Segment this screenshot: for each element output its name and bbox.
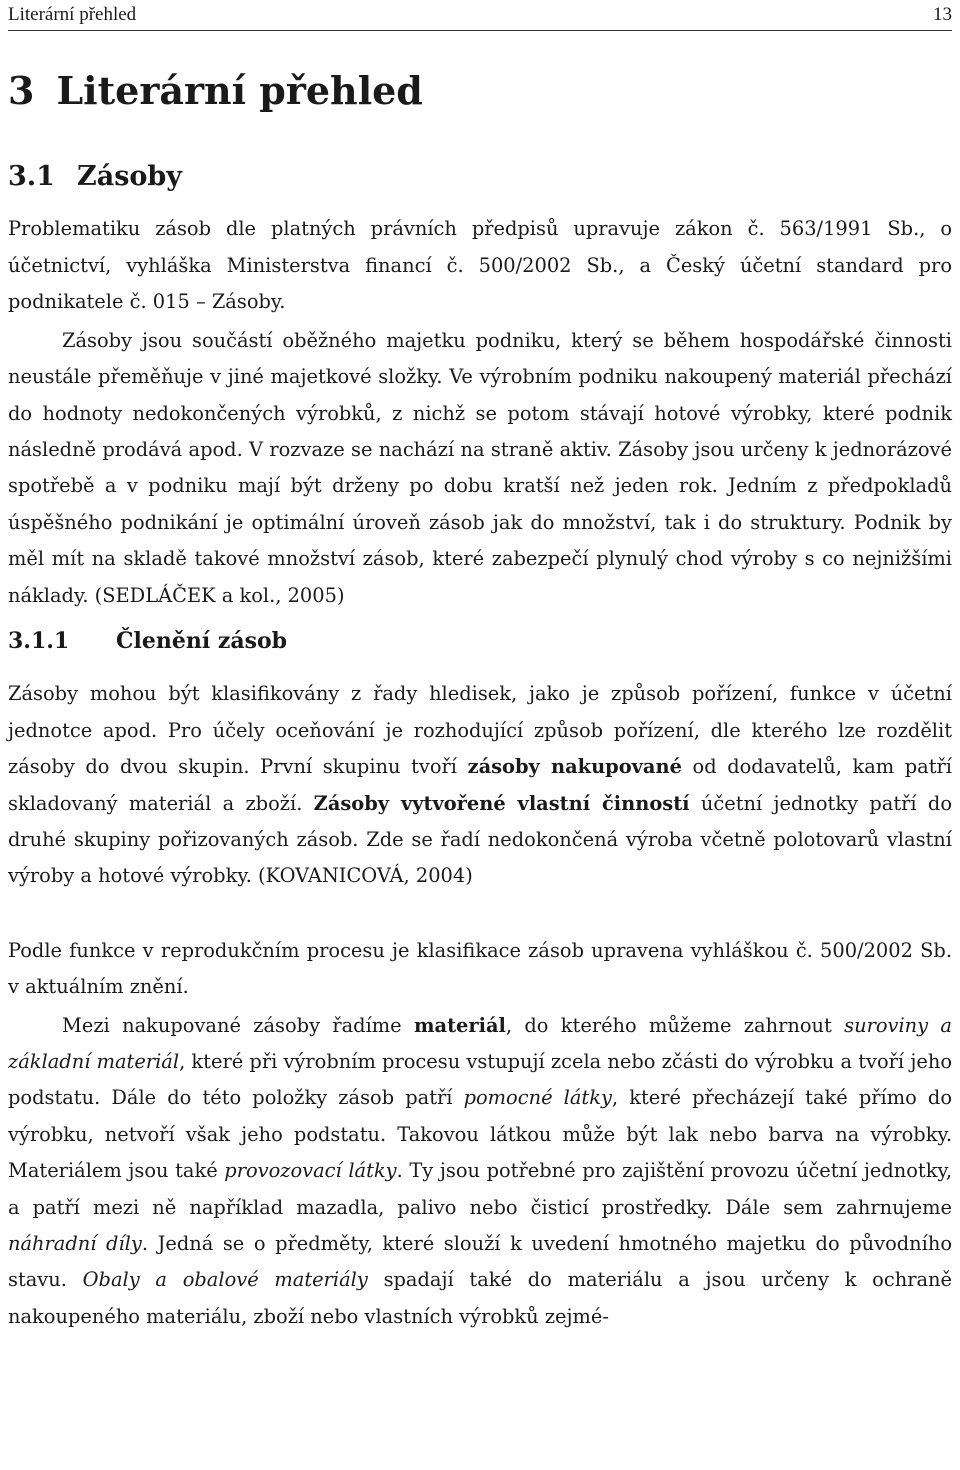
italic-term: pomocné látky xyxy=(463,1086,612,1110)
text-run: Mezi nakupované zásoby řadíme xyxy=(62,1013,414,1037)
bold-term: zásoby nakupované xyxy=(467,755,682,779)
chapter-number: 3 xyxy=(8,68,35,113)
section-paragraph-1: Problematiku zásob dle platných právních předpisů upravuje zákon č. 563/1991 Sb., o účetnictví, vyhláška Ministerstva financí č. 500/2002 Sb., a Český účetní standard pro podnikatele č. 015 – Zásoby. xyxy=(8,217,952,314)
page-content xyxy=(8,70,952,1335)
italic-term: náhradní díly xyxy=(8,1232,142,1256)
italic-term: suroviny a základní materiál xyxy=(8,1013,952,1073)
section-number: 3.1 xyxy=(8,160,55,192)
text-run: od dodavatelů, kam patří skladovaný materiál a zboží. xyxy=(8,755,952,815)
bold-term: materiál xyxy=(414,1013,506,1037)
section-heading xyxy=(8,162,952,192)
text-run: Zásoby mohou být klasifikovány z řady hledisek, jako je způsob pořízení, funkce v účetní jednotce apod. Pro účely oceňování je rozhodující způsob pořízení, dle kterého lze rozdělit zásoby do dvou skupin. První skupinu tvoří xyxy=(8,682,952,779)
section-paragraph-2: Zásoby jsou součástí oběžného majetku podniku, který se během hospodářské činnosti neustále přeměňuje v jiné majetkové složky. Ve výrobním podniku nakoupený materiál přechází do hodnoty nedokončených výrobků, z nichž se potom stávají hotové výrobky, které podnik následně prodává apod. V rozvaze se nachází na straně aktiv. Zásoby jsou určeny k jednorázové spotřebě a v podniku mají být drženy po dobu kratší než jeden rok. Jedním z předpokladů úspěšného podnikání je optimální úroveň zásob jak do množství, tak i do struktury. Podnik by měl mít na skladě takové množství zásob, které zabezpečí plynulý chod výroby s co nejnižšími náklady. (SEDLÁČEK a kol., 2005) xyxy=(8,328,952,607)
section-title: Zásoby xyxy=(76,160,182,192)
chapter-title: Literární přehled xyxy=(56,68,423,113)
text-run: účetní jednotky patří do druhé skupiny pořizovaných zásob. Zde se řadí nedokončená výroba včetně polotovarů vlastní výroby a hotové výrobky. (KOVANICOVÁ, 2004) xyxy=(8,791,953,888)
running-header-title: Literární přehled xyxy=(8,4,137,25)
text-run: , které přecházejí také přímo do výrobku, netvoří však jeho podstatu. Takovou látkou může být lak nebo barva na výrobky. Materiálem jsou také xyxy=(8,1086,952,1183)
italic-term: Obaly a obalové materiály xyxy=(82,1268,368,1292)
text-run: . Ty jsou potřebné pro zajištění provozu účetní jednotky, a patří mezi ně například mazadla, palivo nebo čisticí prostředky. Dále sem zahrnujeme xyxy=(8,1159,952,1219)
subsection-title: Členění zásob xyxy=(116,627,288,654)
text-run: , do kterého můžeme zahrnout xyxy=(505,1013,845,1037)
subsection-paragraph-1 xyxy=(8,676,952,894)
subsection-heading xyxy=(8,628,952,654)
page-number: 13 xyxy=(933,4,952,25)
chapter-heading xyxy=(8,70,952,112)
running-header xyxy=(8,0,952,31)
subsection-paragraph-3 xyxy=(8,1008,952,1336)
bold-term: Zásoby vytvořené vlastní činností xyxy=(313,791,690,815)
text-run: , které při výrobním procesu vstupují zcela nebo zčásti do výrobku a tvoří jeho podstatu. Dále do této položky zásob patří xyxy=(8,1050,952,1110)
subsection-paragraph-2: Podle funkce v reprodukčním procesu je klasifikace zásob upravena vyhláškou č. 500/2002 Sb. v aktuálním znění. xyxy=(8,938,952,999)
subsection-number: 3.1.1 xyxy=(8,627,70,654)
text-run: . Jedná se o předměty, které slouží k uvedení hmotného majetku do původního stavu. xyxy=(8,1232,953,1292)
italic-term: provozovací látky xyxy=(224,1159,397,1183)
text-run: spadají také do materiálu a jsou určeny k ochraně nakoupeného materiálu, zboží nebo vlastních výrobků zejmé- xyxy=(8,1268,952,1328)
